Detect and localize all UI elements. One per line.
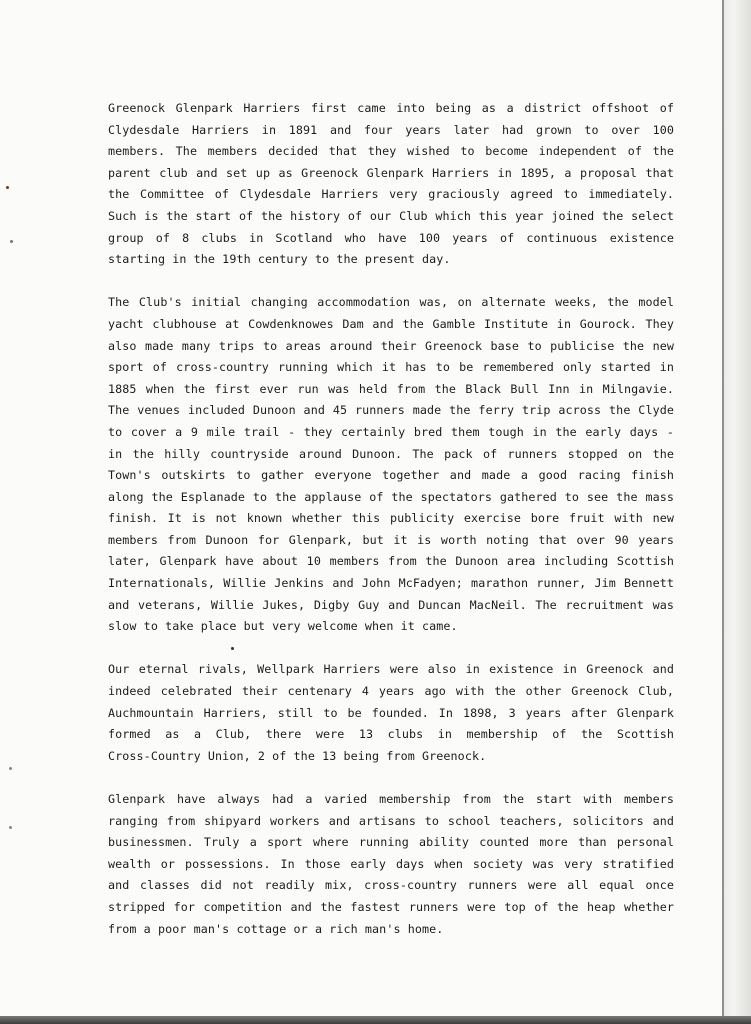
page-edge-right [722,0,751,1024]
text-line: businessmen. Truly a sport where running ability counted more than personal [108,835,674,850]
text-line: formed as a Club, there were 13 clubs in membership of the Scottish [108,727,674,742]
text-line: finish. It is not known whether this publicity exercise bore fruit with new [108,511,674,526]
text-line: and veterans, Willie Jukes, Digby Guy and Duncan MacNeil. The recruitment was [108,597,674,612]
text-line: The Club's initial changing accommodation was, on alternate weeks, the model [108,295,674,310]
text-line: indeed celebrated their centenary 4 years ago with the other Greenock Club, [108,684,674,699]
text-line: The venues included Dunoon and 45 runners made the ferry trip across the Clyde [108,403,674,418]
text-line: wealth or possessions. In those early days when society was very stratified [108,856,674,871]
text-line: Clydesdale Harriers in 1891 and four years later had grown to over 100 [108,122,674,137]
text-line: ranging from shipyard workers and artisans to school teachers, solicitors and [108,813,674,828]
text-line: yacht clubhouse at Cowdenknowes Dam and the Gamble Institute in Gourock. They [108,316,674,331]
text-line: sport of cross-country running which it has to be remembered only started in [108,360,674,375]
text-line: stripped for competition and the fastest runners were top of the heap whether [108,899,674,914]
scan-speck [9,826,12,829]
scan-speck [6,186,9,189]
text-line: Such is the start of the history of our Club which this year joined the select [108,208,674,223]
paragraph [108,659,674,767]
text-line: from a poor man's cottage or a rich man's home. [108,921,444,936]
scan-speck [10,240,13,243]
text-line: 1885 when the first ever run was held from the Black Bull Inn in Milngavie. [108,381,674,396]
text-line: Town's outskirts to gather everyone together and made a good racing finish [108,468,674,483]
text-line: in the hilly countryside around Dunoon. The pack of runners stopped on the [108,446,674,461]
text-line: starting in the 19th century to the present day. [108,252,451,267]
text-line: later, Glenpark have about 10 members from the Dunoon area including Scottish [108,554,674,569]
paragraph [108,292,674,638]
text-line: Our eternal rivals, Wellpark Harriers were also in existence in Greenock and [108,662,674,677]
page-edge-bottom [0,1016,751,1024]
text-line: Glenpark have always had a varied membership from the start with members [108,792,674,806]
text-line: and classes did not readily mix, cross-country runners were all equal once [108,878,674,893]
text-line: also made many trips to areas around their Greenock base to publicise the new [108,338,674,353]
scan-speck [9,767,12,770]
text-line: parent club and set up as Greenock Glenpark Harriers in 1895, a proposal that [108,165,674,180]
text-line: Cross-Country Union, 2 of the 13 being from Greenock. [108,748,487,763]
text-line: Internationals, Willie Jenkins and John McFadyen; marathon runner, Jim Bennett [108,576,674,591]
paragraph [108,789,674,940]
paragraph [108,98,674,271]
text-line: group of 8 clubs in Scotland who have 100 years of continuous existence [108,230,674,245]
text-line: along the Esplanade to the applause of the spectators gathered to see the mass [108,489,674,504]
text-line: the Committee of Clydesdale Harriers very graciously agreed to immediately. [108,187,674,202]
text-line: Greenock Glenpark Harriers first came into being as a district offshoot of [108,101,674,115]
text-line: Auchmountain Harriers, still to be founded. In 1898, 3 years after Glenpark [108,705,674,720]
text-line: slow to take place but very welcome when it came. [108,619,458,634]
text-line: to cover a 9 mile trail - they certainly bred them tough in the early days - [108,424,674,439]
text-line: members from Dunoon for Glenpark, but it is worth noting that over 90 years [108,532,674,547]
text-line: members. The members decided that they wished to become independent of the [108,144,674,159]
document-body [108,98,674,962]
